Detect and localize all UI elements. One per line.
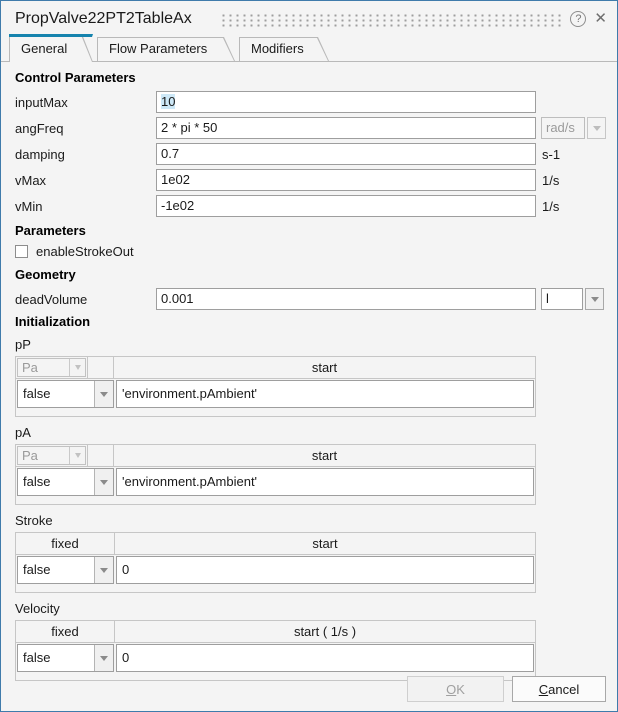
damping-field[interactable] [156,143,536,165]
deadvolume-unit-dropdown[interactable] [541,288,604,310]
unit-label: 1/s [542,172,560,188]
dropdown-value: false [23,386,51,401]
field-label: vMax [15,172,47,188]
checkbox-label: enableStrokeOut [36,244,134,259]
group-label-stroke: Stroke [15,513,53,528]
tab-general-label: General [21,41,68,56]
pp-fixed-dropdown[interactable] [17,380,114,408]
velocity-fixed-dropdown[interactable] [17,644,114,672]
field-value: 1e02 [161,172,190,187]
chevron-down-icon [69,359,85,376]
unit-value: Pa [22,360,38,375]
vmin-field[interactable] [156,195,536,217]
field-value: 0 [122,650,130,665]
field-row-vmax [15,169,603,191]
chevron-down-icon[interactable] [94,469,113,495]
cancel-button-label: ancel [548,681,580,697]
field-value: 0.7 [161,146,180,161]
dialog-button-row [407,676,606,702]
pa-unit-dropdown [17,446,86,465]
field-value: -1e02 [161,198,195,213]
angfreq-field[interactable] [156,117,536,139]
table-header-row [16,533,535,555]
inputmax-field[interactable] [156,91,536,113]
chevron-down-icon[interactable] [94,557,113,583]
field-value: 'environment.pAmbient' [122,474,258,489]
header-start-cell: start [311,448,338,463]
close-icon[interactable]: ✕ [594,9,607,27]
table-data-row [16,555,535,585]
header-unit-cell [16,445,88,466]
stroke-start-field[interactable] [116,556,534,584]
field-value: 0 [122,562,130,577]
dialog-title: PropValve22PT2TableAx [15,9,192,27]
chevron-down-icon [587,117,606,139]
tab-bar [1,34,617,62]
cancel-button[interactable] [512,676,606,702]
header-fixed-cell: fixed [16,533,115,554]
tab-general[interactable] [9,34,93,62]
enablestrokeout-checkbox[interactable] [15,245,28,258]
table-header-row [16,445,535,467]
velocity-start-field[interactable] [116,644,534,672]
table-data-row [16,379,535,409]
field-row-deadvolume [15,288,603,310]
field-label: angFreq [15,120,64,136]
header-unit-cell [16,357,88,378]
table-data-row [16,467,535,497]
help-icon[interactable]: ? [570,11,586,27]
dropdown-value: false [23,650,51,665]
ok-button-accel: O [446,681,457,697]
init-table-velocity [15,620,536,681]
dialog-titlebar [1,1,617,34]
dropdown-value: false [23,474,51,489]
field-row-vmin [15,195,603,217]
section-heading-initialization: Initialization [15,314,91,329]
field-value: 0.001 [161,291,194,306]
ok-button-label: K [456,681,465,697]
group-label-pa: pA [15,425,31,440]
init-table-pp [15,356,536,417]
pa-start-field[interactable] [116,468,534,496]
header-start-cell: start [311,360,338,375]
table-header-row [16,357,535,379]
checkbox-row-enablestrokeout [15,244,603,259]
field-value: 'environment.pAmbient' [122,386,258,401]
unit-value: l [541,288,583,310]
chevron-down-icon [69,447,85,464]
unit-label: s-1 [542,146,561,162]
group-label-velocity: Velocity [15,601,60,616]
section-heading-parameters: Parameters [15,223,86,238]
field-label: vMin [15,198,43,214]
group-label-pp: pP [15,337,31,352]
section-heading-control-parameters: Control Parameters [15,70,136,85]
cancel-button-accel: C [538,681,549,697]
field-row-inputmax [15,91,603,113]
pp-unit-dropdown [17,358,86,377]
header-blank-cell [88,357,114,378]
tab-modifiers[interactable] [239,37,329,61]
unit-value: Pa [22,448,38,463]
field-row-damping [15,143,603,165]
tab-flow-parameters[interactable] [97,37,235,61]
header-fixed-cell: fixed [16,621,115,642]
init-table-stroke [15,532,536,593]
unit-label: 1/s [542,198,560,214]
field-label: damping [15,146,65,162]
header-start-cell: start ( 1/s ) [293,624,357,639]
table-data-row [16,643,535,673]
dropdown-value: false [23,562,51,577]
vmax-field[interactable] [156,169,536,191]
field-value: 10 [161,94,176,109]
header-start-cell: start [312,536,338,551]
chevron-down-icon[interactable] [94,381,113,407]
header-blank-cell [88,445,114,466]
init-table-pa [15,444,536,505]
unit-value: rad/s [541,117,585,139]
angfreq-unit-dropdown [541,117,606,139]
chevron-down-icon[interactable] [94,645,113,671]
tab-active-accent [9,34,93,37]
tab-flow-parameters-label: Flow Parameters [109,41,208,56]
deadvolume-field[interactable] [156,288,536,310]
tab-modifiers-label: Modifiers [251,41,304,56]
chevron-down-icon[interactable] [585,288,604,310]
field-row-angfreq [15,117,603,139]
field-label: deadVolume [15,291,88,307]
field-label: inputMax [15,94,68,110]
field-value: 2 * pi * 50 [161,120,218,135]
pa-fixed-dropdown[interactable] [17,468,114,496]
table-header-row [16,621,535,643]
stroke-fixed-dropdown[interactable] [17,556,114,584]
pp-start-field[interactable] [116,380,534,408]
ok-button[interactable] [407,676,504,702]
section-heading-geometry: Geometry [15,267,76,282]
drag-handle-dots[interactable] [220,12,563,27]
